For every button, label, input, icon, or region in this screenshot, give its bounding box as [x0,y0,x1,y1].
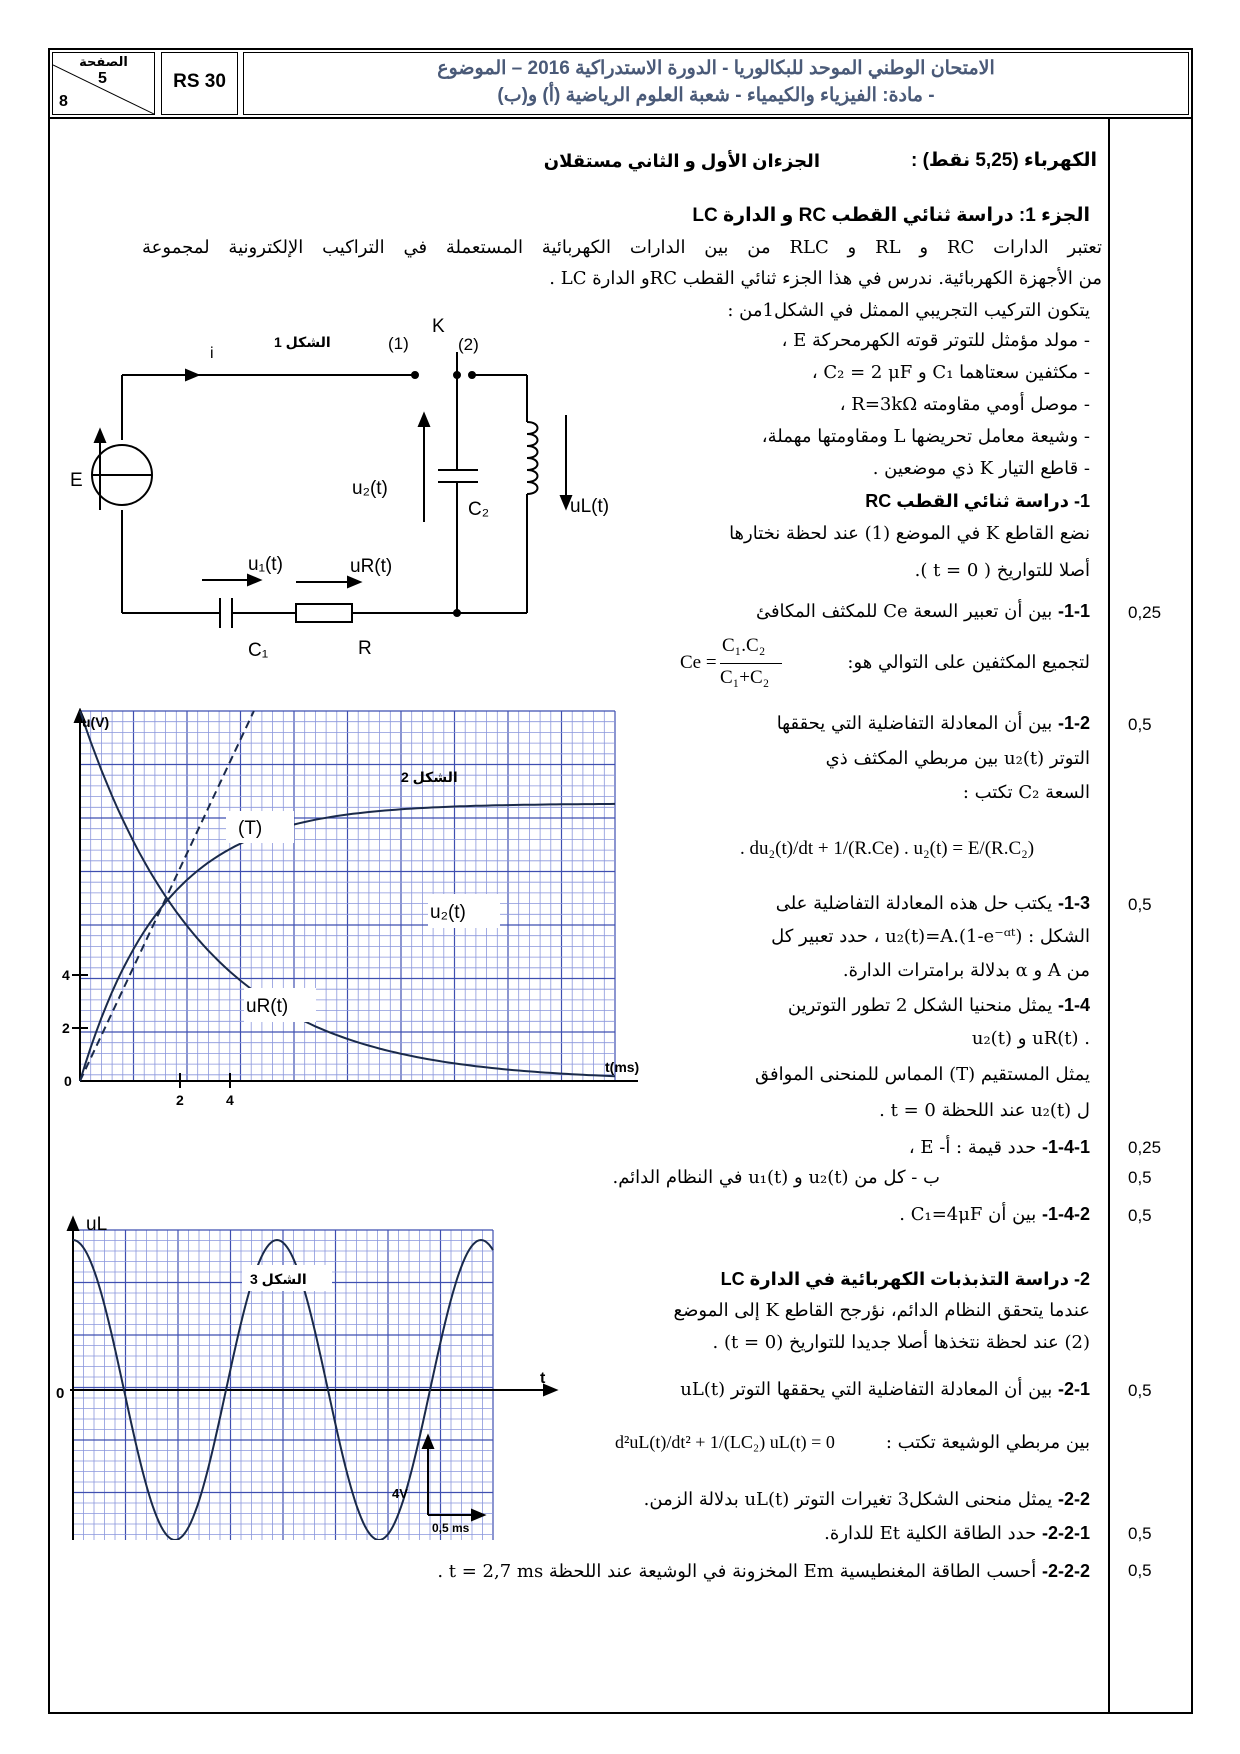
rc-title: 1- دراسة ثنائي القطب RC [865,491,1090,511]
ur-label: uR(t) [350,556,393,577]
fig2-chart [48,708,658,1128]
q1-4-number: 1-4- [1057,995,1090,1015]
q2-2-1-text: حدد الطاقة الكلية Et للدارة. [824,1523,1037,1544]
page-number-box [52,52,155,115]
fig2-x2: 2 [176,1092,184,1108]
q2-2 [644,1488,1090,1511]
part1-title: الجزء 1: دراسة ثنائي القطب RC و الدارة LC [692,205,1090,226]
q2-2-1-number: 2-2-1- [1041,1523,1090,1543]
q1-3-b: الشكل : u₂(t)=A.(1-e⁻ᵅᵗ) ، حدد تعبير كل [771,926,1090,947]
fig3-label: الشكل 3 [250,1271,307,1287]
switch-terminal-1 [412,372,418,378]
page-label: الصفحة [79,54,128,69]
header-title-1: الامتحان الوطني الموحد للبكالوريا - الدورة الاستدراكية 2016 – الموضوع [437,58,995,79]
fig3-zero: 0 [56,1385,65,1402]
score-column-rule [1108,117,1110,1714]
q1-3-text: يكتب حل هذه المعادلة التفاضلية على [775,893,1053,914]
ce-formula [680,635,790,695]
ce-fraction-bar [720,663,782,664]
switch-label: K [432,316,445,337]
fig2-ur-label: uR(t) [246,996,289,1017]
title-box [243,52,1189,115]
q1-4-c: يمثل المستقيم (T) المماس للمنحنى الموافق [755,1064,1090,1085]
u1-label: u₁(t) [248,554,283,575]
score-2-2-1: 0,5 [1128,1524,1152,1543]
header-bottom-rule [48,117,1193,119]
fig3-x-arrow [544,1385,556,1395]
q2-2-1 [824,1522,1090,1545]
score-1-4-2: 0,5 [1128,1206,1152,1225]
position-1-label: (1) [388,334,409,353]
item-4: - وشيعة معامل تحريضها L ومقاومتها مهملة، [761,426,1090,447]
circuit-figure [60,310,640,680]
fig2-u2-label: u₂(t) [430,902,466,923]
q2-1 [680,1378,1090,1401]
score-2-2-2: 0,5 [1128,1561,1152,1580]
q1-4-text: يمثل منحنيا الشكل 2 تطور التوترين [787,995,1053,1016]
ce-formula-den: C₁+C₂ [720,667,770,688]
q2-2-2-number: 2-2-2- [1041,1561,1090,1581]
ul-label: uL(t) [570,496,610,517]
item-2: - مكثفين سعتاهما C₁ و C₂ = 2 μF ، [811,362,1090,383]
setup-line: يتكون التركيب التجريبي الممثل في الشكل1من : [727,300,1090,321]
page-num: 5 [98,70,107,87]
q1-2-text: بين أن المعادلة التفاضلية التي يحققها [776,713,1053,734]
current-label: i [210,345,214,362]
item-5: - قاطع التيار K ذي موضعين . [872,458,1090,479]
u2-label: u₂(t) [352,478,388,499]
q2-2-text: يمثل منحنى الشكل3 تغيرات التوتر uL(t) بدلالة الزمن. [643,1489,1053,1510]
intro-line-2: من الأجهزة الكهربائية. ندرس في هذا الجزء ثنائي القطب RCو الدارة LC . [549,268,1102,289]
fig3-xlabel: t [540,1370,546,1387]
q2-1-b: بين مربطي الوشيعة تكتب : [885,1432,1090,1453]
fig2-grid [80,711,615,1081]
q2-2-number: 2-2- [1057,1489,1090,1509]
q1-4-1-text: حدد قيمة : أ- E ، [908,1137,1037,1158]
q1-4 [788,994,1090,1017]
ce-formula-lhs: Ce = [680,652,717,673]
score-1-1: 0,25 [1128,603,1162,622]
lc-text-2: (2) عند لحظة نتخذها أصلا جديدا للتواريخ (t = 0) . [712,1332,1090,1353]
current-arrow [186,370,198,380]
q1-1-b: لتجميع المكثفين على التوالي هو: [847,652,1090,673]
fig2-t-label: (T) [238,818,263,839]
ce-formula-num: C₁.C₂ [722,635,766,656]
fig3-y-arrow [68,1218,78,1230]
u1-arrow-head [248,575,260,585]
section-note: الجزءان الأول و الثاني مستقلان [543,151,820,171]
e-arrow-head [95,430,105,442]
q1-2-c: السعة C₂ تكتب : [962,782,1090,803]
exam-code: RS 30 [173,71,226,92]
score-1-4-1a: 0,25 [1128,1138,1162,1157]
q1-2-b: التوتر u₂(t) بين مربطي المكثف ذي [825,748,1090,769]
u2-arrow-head [419,414,429,426]
fig3-scale-v-arrow [423,1436,433,1448]
section-title: الكهرباء (5,25 نقط) : [910,150,1097,171]
q2-1-text: بين أن المعادلة التفاضلية التي يحققها التوتر uL(t) [680,1379,1053,1400]
q1-4-1 [909,1136,1090,1159]
q1-3-c: من A و α بدلالة برامترات الدارة. [842,960,1090,981]
score-1-4-1b: 0,5 [1128,1168,1152,1187]
item-1: - مولد مؤمثل للتوتر قوته الكهرمحركة E ، [781,330,1090,351]
q1-2-number: 1-2- [1057,713,1090,733]
fig3-scale-t: 0,5 ms [432,1521,470,1535]
fig3-scale-v: 4V [392,1486,408,1501]
fig3-chart [48,1210,568,1540]
fig2-x4: 4 [226,1092,234,1108]
fig2-label: الشكل 2 [401,769,458,785]
inductor-coil [527,422,538,494]
diff-eq-1: . du₂(t)/dt + 1/(R.Ce) . u₂(t) = E/(R.C₂) [740,838,1035,859]
score-1-3: 0,5 [1128,895,1152,914]
diff-eq-2: d²uL(t)/dt² + 1/(LC₂) uL(t) = 0 [615,1432,835,1452]
q1-4-1-b: ب - كل من u₂(t) و u₁(t) في النظام الدائم. [612,1167,940,1188]
q1-3-number: 1-3- [1057,893,1090,913]
c2-label: C₂ [468,499,490,520]
score-1-2: 0,5 [1128,715,1152,734]
fig2-y4: 4 [62,967,70,983]
lc-title: 2- دراسة التذبذبات الكهربائية في الدارة LC [720,1269,1090,1289]
fig2-ylabel: u(V) [82,714,110,730]
q1-2 [777,712,1090,735]
page-total: 8 [59,93,68,110]
q2-2-2 [437,1560,1090,1583]
lc-text-1: عندما يتحقق النظام الدائم، نؤرجح القاطع K إلى الموضع [673,1300,1090,1321]
score-2-1: 0,5 [1128,1381,1152,1400]
q1-1-text: بين أن تعبير السعة Ce للمكثف المكافئ [755,601,1053,622]
c1-label: C₁ [248,640,269,661]
emf-label: E [70,470,83,491]
q1-3 [776,892,1090,915]
q1-1-number: 1-1- [1057,601,1090,621]
fig2-tangent-line [80,711,254,1081]
q1-4-d: ل u₂(t) عند اللحظة t = 0 . [879,1100,1090,1121]
fig1-label: الشكل 1 [274,334,331,350]
fig2-origin: 0 [64,1073,72,1089]
r-label: R [358,638,372,659]
rc-text-2: أصلا للتواريخ ( t = 0 ). [914,560,1090,581]
q1-4-2-text: بين أن C₁=4μF . [899,1204,1037,1225]
q2-1-number: 2-1- [1057,1379,1090,1399]
intro-line-1: تعتبر الدارات RC و RL و RLC من بين الدارات الكهربائية المستعملة في التراكيب الإلكترونية لمجموعة [142,237,1103,258]
header-title-2: - مادة: الفيزياء والكيمياء - شعبة العلوم الرياضية (أ) و(ب) [497,85,935,106]
ur-arrow-head [348,577,360,587]
fig2-y2: 2 [62,1020,70,1036]
q1-4-2-number: 1-4-2- [1041,1204,1090,1224]
item-3: - موصل أومي مقاومته R=3kΩ ، [839,394,1090,415]
code-box [161,52,238,115]
rc-text-1: نضع القاطع K في الموضع (1) عند لحظة نختارها [729,523,1090,544]
resistor [296,604,352,622]
fig3-ylabel: uL [86,1214,108,1235]
position-2-label: (2) [458,335,479,354]
q1-4-1-number: 1-4-1- [1041,1137,1090,1157]
q2-2-2-text: أحسب الطاقة المغنطيسية Em المخزونة في الوشيعة عند اللحظة t = 2,7 ms . [437,1561,1037,1582]
q1-1 [756,600,1090,623]
fig2-xlabel: t(ms) [605,1059,640,1075]
q1-4-2 [899,1203,1090,1226]
q1-4-b: . uR(t) و u₂(t) [971,1028,1090,1049]
